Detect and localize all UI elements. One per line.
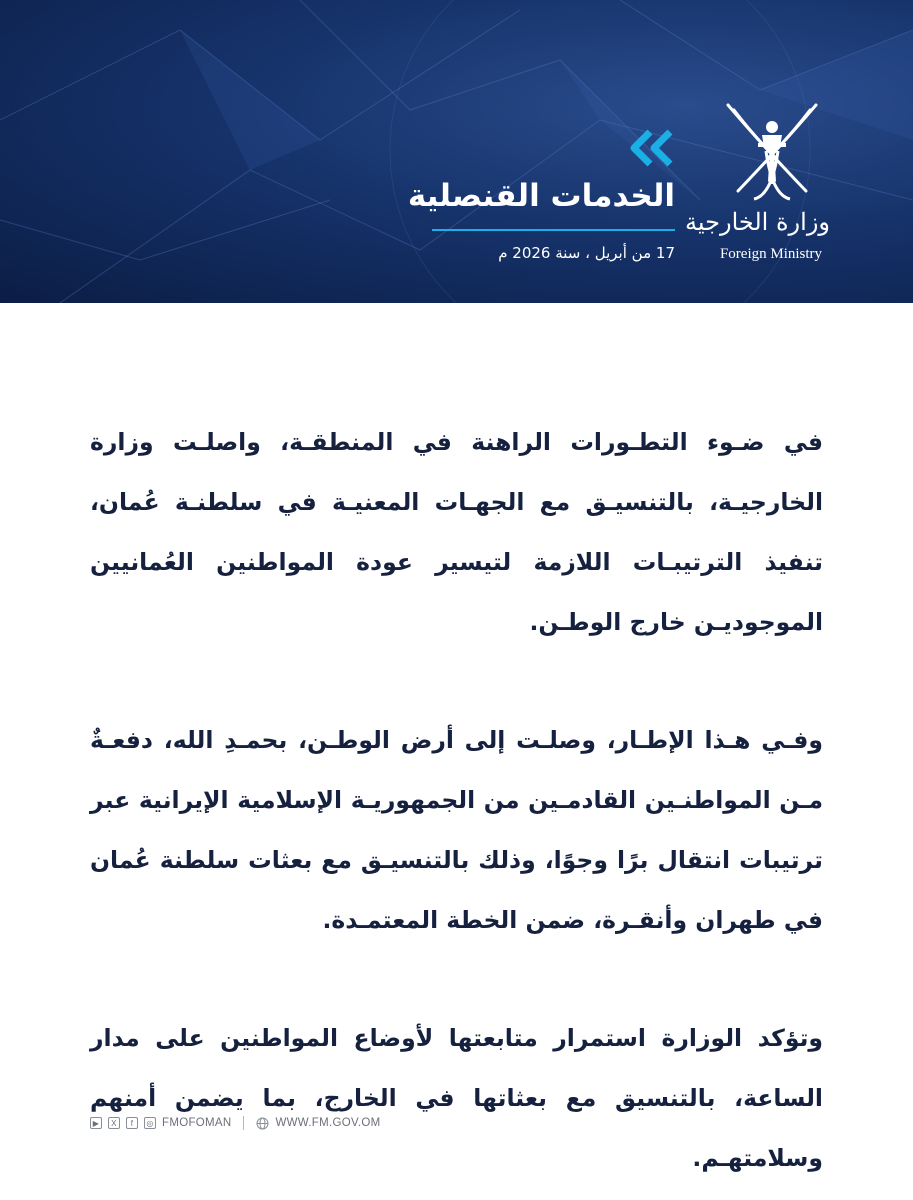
- statement-body: [90, 412, 823, 1188]
- ministry-name-arabic: وزارة الخارجية: [685, 208, 830, 236]
- publication-date: 17 من أبريل ، سنة 2026 م: [498, 244, 675, 262]
- footer: [90, 1113, 381, 1133]
- paragraph-1: في ضـوء التطـورات الراهنة في المنطقـة، واصلـت وزارة الخارجيـة، بالتنسيـق مع الجهـات المعنيـة في سلطنـة عُمان، تنفيذ الترتيبـات اللازمة لتيسير عودة المواطنين العُمانيين الموجوديـن خارج الوطـن.: [90, 428, 823, 636]
- youtube-icon[interactable]: ▶: [90, 1117, 102, 1129]
- x-icon[interactable]: X: [108, 1117, 120, 1129]
- oman-national-emblem-icon: [714, 95, 830, 205]
- footer-divider: [243, 1116, 244, 1130]
- double-chevron-left-icon: [628, 128, 678, 168]
- instagram-icon[interactable]: ◎: [144, 1117, 156, 1129]
- globe-icon: [256, 1117, 269, 1130]
- title-underline: [432, 229, 675, 231]
- paragraph-3: وتؤكد الوزارة استمرار متابعتها لأوضاع المواطنين على مدار الساعة، بالتنسيق مع بعثاتها في الخارج، بما يضمن أمنهم وسلامتهـم.: [90, 1024, 823, 1172]
- website-link[interactable]: WWW.FM.GOV.OM: [275, 1117, 381, 1129]
- page-title: الخدمات القنصلية: [407, 178, 675, 214]
- header-banner: [0, 0, 913, 303]
- ministry-name-english: Foreign Ministry: [719, 246, 823, 262]
- social-handle[interactable]: FMOFOMAN: [162, 1117, 232, 1129]
- facebook-icon[interactable]: f: [126, 1117, 138, 1129]
- paragraph-2: وفـي هـذا الإطـار، وصلـت إلى أرض الوطـن، بحمـدِ الله، دفعـةٌ مـن المواطنـين القادمـين من الجمهوريـة الإسلامية الإيرانية عبر ترتيبات انتقال برًا وجوًا، وذلك بالتنسيـق مع بعثات سلطنة عُمان في طهران وأنقـرة، ضمن الخطة المعتمـدة.: [90, 726, 823, 934]
